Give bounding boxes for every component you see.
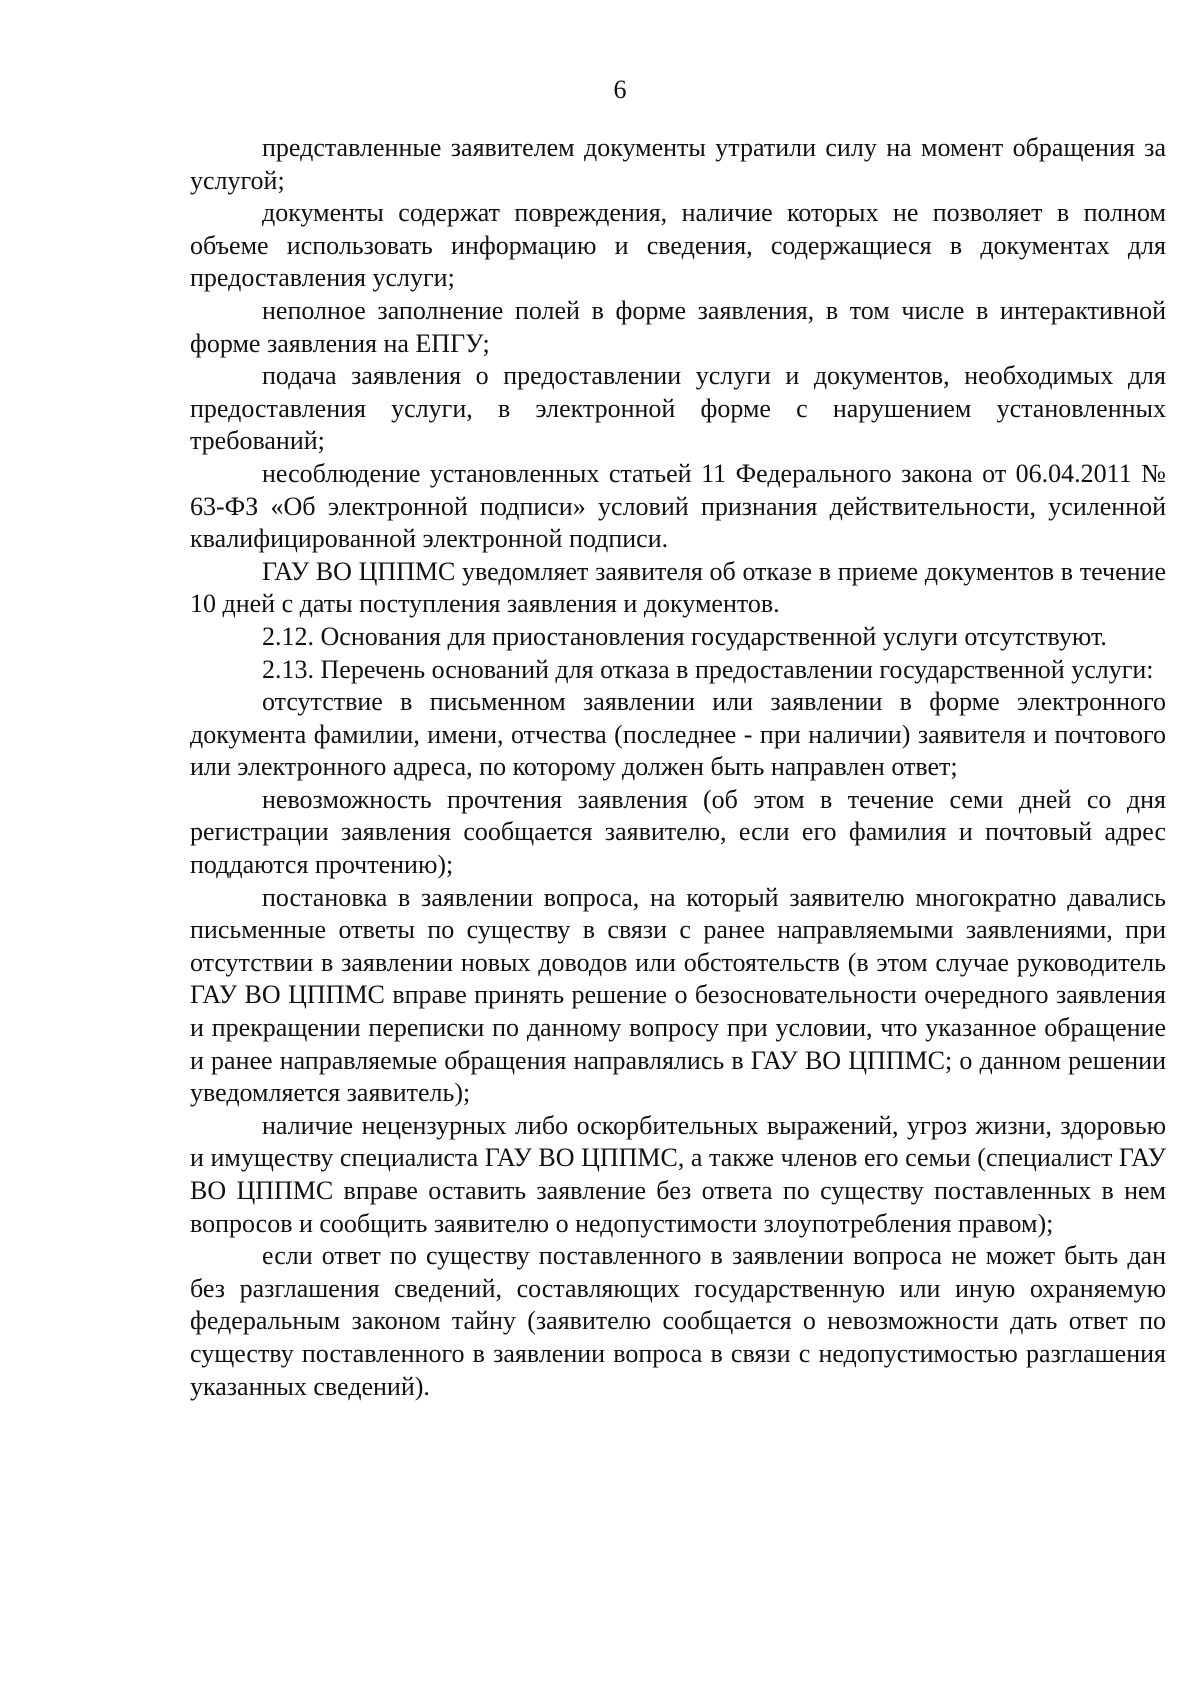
paragraph-protected-secret: если ответ по существу поставленного в заявлении вопроса не может быть дан без разглашения сведений, составляющих государственную или иную охраняемую федеральным законом тайну (заявителю сообщается о невозможности дать ответ по существу поставленного в заявлении вопроса в связи с недопустимостью разглашения указанных сведений).	[190, 1241, 1166, 1401]
page-number: 6	[613, 75, 627, 104]
paragraph-repeated-question: постановка в заявлении вопроса, на который заявителю многократно давались письменные ответы по существу в связи с ранее направляемыми заявлениями, при отсутствии в заявлении новых доводов или обстоятельств (в этом случае руководитель ГАУ ВО ЦППМС вправе принять решение о безосновательности очередного заявления и прекращении переписки по данному вопросу при условии, что указанное обращение и ранее направляемые обращения направлялись в ГАУ ВО ЦППМС; о данном решении уведомляется заявитель);	[190, 882, 1166, 1108]
paragraph-missing-applicant-details: отсутствие в письменном заявлении или заявлении в форме электронного документа фамилии, имени, отчества (последнее - при наличии) заявителя и почтового или электронного адреса, по которому должен быть направлен ответ;	[190, 687, 1166, 782]
paragraph-refusal-notice: ГАУ ВО ЦППМС уведомляет заявителя об отказе в приеме документов в течение 10 дней с даты поступления заявления и документов.	[190, 556, 1166, 619]
paragraph-incomplete-form: неполное заполнение полей в форме заявления, в том числе в интерактивной форме заявления на ЕПГУ;	[190, 295, 1166, 358]
paragraph-signature-conditions: несоблюдение установленных статьей 11 Федерального закона от 06.04.2011 № 63-ФЗ «Об электронной подписи» условий признания действительности, усиленной квалифицированной электронной подписи.	[190, 458, 1166, 554]
paragraph-section-2-13: 2.13. Перечень оснований для отказа в предоставлении государственной услуги:	[262, 654, 1154, 684]
paragraph-electronic-submission-violation: подача заявления о предоставлении услуги и документов, необходимых для предоставления услуги, в электронной форме с нарушением установленных требований;	[190, 361, 1166, 456]
paragraph-unreadable-application: невозможность прочтения заявления (об этом в течение семи дней со дня регистрации заявления сообщается заявителю, если его фамилия и почтовый адрес поддаются прочтению);	[190, 784, 1166, 880]
paragraph-documents-damaged: документы содержат повреждения, наличие которых не позволяет в полном объеме использовать информацию и сведения, содержащиеся в документах для предоставления услуги;	[190, 198, 1166, 293]
paragraph-offensive-language: наличие нецензурных либо оскорбительных выражений, угроз жизни, здоровью и имуществу специалиста ГАУ ВО ЦППМС, а также членов его семьи (специалист ГАУ ВО ЦППМС вправе оставить заявление без ответа по существу поставленных в нем вопросов и сообщить заявителю о недопустимости злоупотребления правом);	[190, 1110, 1166, 1238]
paragraph-section-2-12: 2.12. Основания для приостановления государственной услуги отсутствуют.	[262, 621, 1107, 651]
document-body	[190, 132, 1166, 1403]
paragraph-documents-expired: представленные заявителем документы утратили силу на момент обращения за услугой;	[190, 133, 1166, 195]
